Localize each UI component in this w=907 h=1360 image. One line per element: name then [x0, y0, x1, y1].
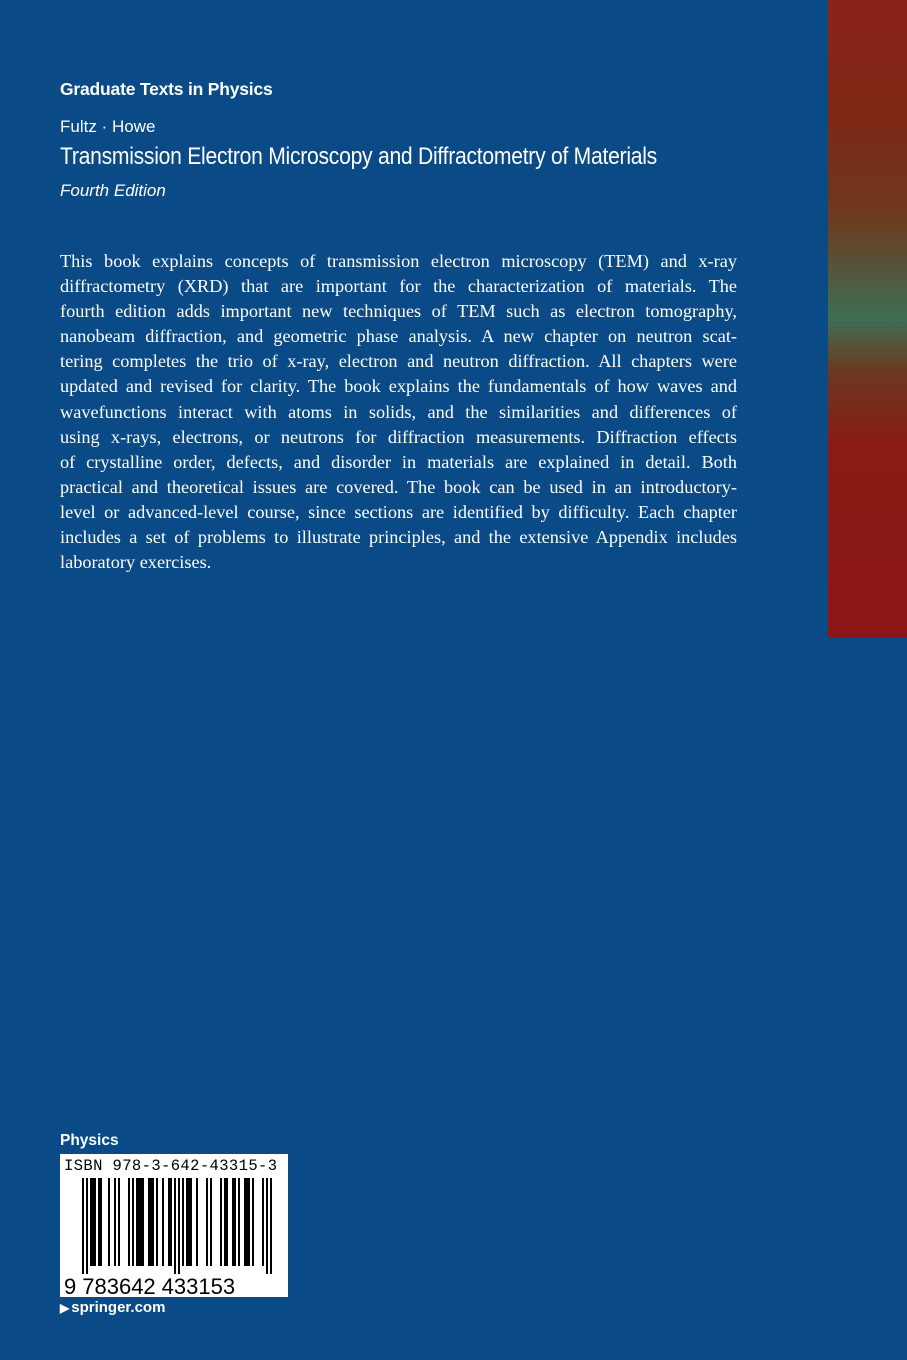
description-line: fourth edition adds important new techniques of TEM such as electron tomography,: [60, 301, 737, 322]
barcode-bar: [270, 1178, 272, 1274]
barcode-bar: [128, 1178, 130, 1266]
description-line: tering completes the trio of x-ray, electron and neutron diffraction. All chapters were: [60, 351, 737, 372]
barcode-bar: [266, 1178, 268, 1274]
barcode-bar: [168, 1178, 172, 1266]
barcode-bar: [182, 1178, 184, 1266]
subject-label: Physics: [60, 1132, 119, 1149]
isbn-number: ISBN 978-3-642-43315-3: [64, 1157, 278, 1175]
barcode-bar: [148, 1178, 154, 1266]
ean-right-group: 433153: [161, 1274, 236, 1299]
barcode-bar: [156, 1178, 158, 1266]
description-line: diffractometry (XRD) that are important for the characterization of materials. The: [60, 276, 737, 297]
barcode-bar: [178, 1178, 180, 1274]
series-name: Graduate Texts in Physics: [60, 79, 273, 99]
arrow-icon: ▶: [60, 1301, 70, 1315]
spine-color-strip: [828, 0, 907, 638]
barcode-bar: [186, 1178, 192, 1266]
barcode-bar: [224, 1178, 228, 1266]
ean-left-group: 783642: [82, 1274, 156, 1299]
description-line: nanobeam diffraction, and geometric phase analysis. A new chapter on neutron scat-: [60, 326, 737, 347]
description-line: This book explains concepts of transmission electron microscopy (TEM) and x-ray: [60, 251, 737, 271]
ean-first-digit: 9: [64, 1274, 77, 1299]
ean-digits: [64, 1274, 235, 1300]
website-label: springer.com: [71, 1299, 166, 1316]
barcode-bar: [162, 1178, 164, 1266]
barcode-bar: [90, 1178, 96, 1266]
barcode-bar: [136, 1178, 144, 1266]
barcode-bar: [232, 1178, 236, 1266]
barcode-bar: [238, 1178, 240, 1266]
book-description: [60, 249, 737, 575]
description-line: wavefunctions interact with atoms in solids, and the similarities and differences of: [60, 401, 737, 422]
barcode-bar: [220, 1178, 222, 1266]
barcode-bar: [244, 1178, 250, 1266]
edition: Fourth Edition: [60, 181, 166, 200]
description-line: laboratory exercises.: [60, 552, 212, 573]
barcode-bar: [82, 1178, 84, 1274]
description-line: practical and theoretical issues are covered. The book can be used in an introductory-: [60, 476, 737, 497]
website-link[interactable]: [60, 1299, 165, 1316]
barcode-bar: [262, 1178, 264, 1266]
barcode-bar: [210, 1178, 212, 1266]
barcode-bars: [82, 1178, 272, 1274]
barcode-bar: [132, 1178, 134, 1266]
description-line: level or advanced-level course, since sections are identified by difficulty. Each chapter: [60, 501, 737, 522]
barcode-bar: [108, 1178, 110, 1266]
barcode-bar: [98, 1178, 102, 1266]
description-line: includes a set of problems to illustrate principles, and the extensive Appendix includes: [60, 527, 737, 548]
barcode-bar: [196, 1178, 198, 1266]
barcode-bar: [206, 1178, 208, 1266]
barcode-bar: [174, 1178, 176, 1274]
description-line: updated and revised for clarity. The book explains the fundamentals of how waves and: [60, 376, 737, 397]
book-title: Transmission Electron Microscopy and Diffractometry of Materials: [60, 143, 657, 170]
authors: Fultz · Howe: [60, 117, 156, 136]
barcode-bar: [86, 1178, 88, 1274]
description-line: using x-rays, electrons, or neutrons for diffraction measurements. Diffraction effects: [60, 426, 737, 447]
description-line: of crystalline order, defects, and disorder in materials are explained in detail. Both: [60, 451, 737, 472]
isbn-barcode: [60, 1154, 288, 1297]
barcode-bar: [114, 1178, 116, 1266]
barcode-bar: [118, 1178, 120, 1266]
barcode-bar: [252, 1178, 254, 1266]
